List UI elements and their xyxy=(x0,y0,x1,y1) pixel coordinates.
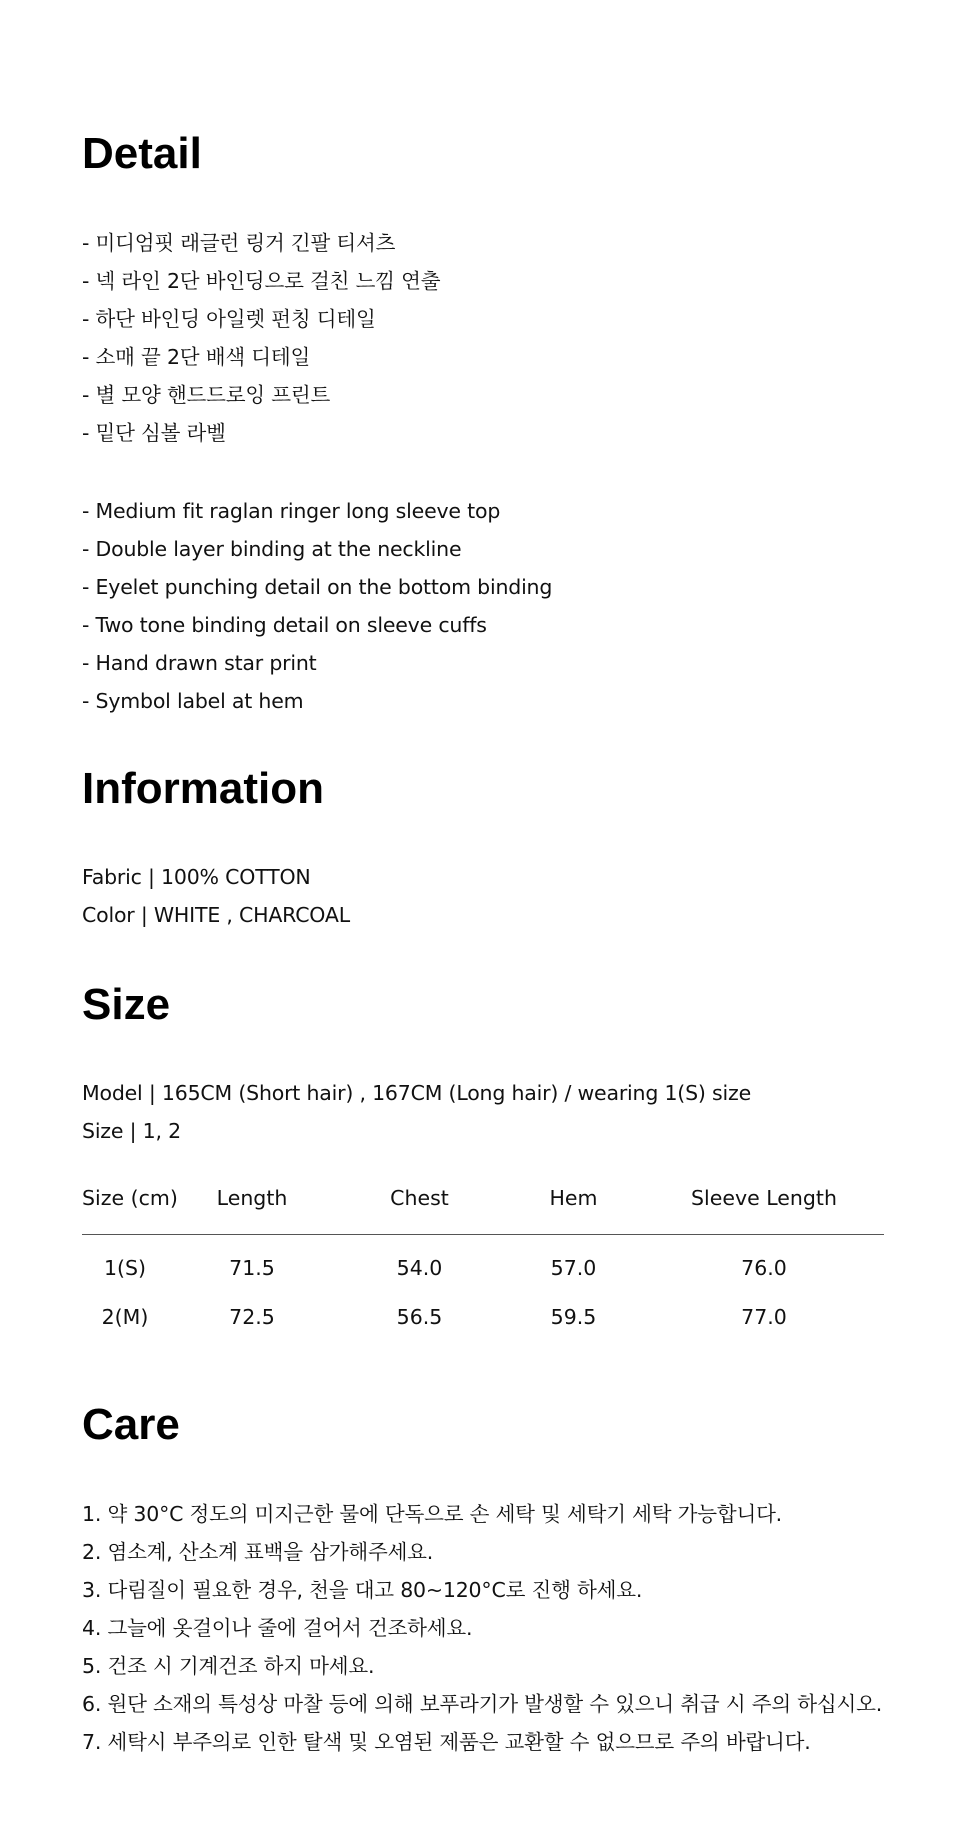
header-hem: Hem xyxy=(503,1172,644,1235)
table-cell: 76.0 xyxy=(741,1255,787,1280)
list-item: - 넥 라인 2단 바인딩으로 걸친 느낌 연출 xyxy=(82,269,441,293)
size-table xyxy=(82,1172,884,1341)
color-line: Color | WHITE , CHARCOAL xyxy=(82,903,350,927)
list-item: 3. 다림질이 필요한 경우, 천을 대고 80~120°C로 진행 하세요. xyxy=(82,1578,643,1602)
table-cell: 56.5 xyxy=(396,1304,443,1329)
list-item: - Double layer binding at the neckline xyxy=(82,537,462,561)
header-length: Length xyxy=(168,1172,336,1235)
care-title: Care xyxy=(82,1400,180,1449)
table-cell: 1(S) xyxy=(103,1255,147,1280)
list-item: 4. 그늘에 옷걸이나 줄에 걸어서 건조하세요. xyxy=(82,1616,473,1640)
information-title: Information xyxy=(82,764,324,813)
list-item: - Two tone binding detail on sleeve cuffs xyxy=(82,613,487,637)
header-sleeve-length: Sleeve Length xyxy=(644,1172,884,1235)
table-cell: 72.5 xyxy=(229,1304,275,1329)
list-item: - 하단 바인딩 아일렛 펀칭 디테일 xyxy=(82,307,376,331)
detail-english-list xyxy=(82,492,552,720)
table-cell: 77.0 xyxy=(741,1304,787,1329)
list-item: - Symbol label at hem xyxy=(82,689,304,713)
model-line: Model | 165CM (Short hair) , 167CM (Long hair) / wearing 1(S) size xyxy=(82,1081,751,1105)
table-cell: 2(M) xyxy=(101,1304,149,1329)
list-item: - Hand drawn star print xyxy=(82,651,317,675)
fabric-line: Fabric | 100% COTTON xyxy=(82,865,311,889)
table-row xyxy=(82,1292,884,1341)
size-line: Size | 1, 2 xyxy=(82,1119,181,1143)
detail-title: Detail xyxy=(82,129,202,178)
information-list xyxy=(82,858,350,934)
table-cell: 71.5 xyxy=(229,1255,275,1280)
size-title: Size xyxy=(82,980,171,1029)
header-size: Size (cm) xyxy=(82,1172,168,1235)
care-list xyxy=(82,1495,882,1761)
table-cell: 54.0 xyxy=(396,1255,443,1280)
table-cell: 59.5 xyxy=(550,1304,597,1329)
table-row xyxy=(82,1235,884,1293)
list-item: - Eyelet punching detail on the bottom binding xyxy=(82,575,553,599)
table-header-row xyxy=(82,1172,884,1235)
list-item: - Medium fit raglan ringer long sleeve top xyxy=(82,499,501,523)
list-item: - 소매 끝 2단 배색 디테일 xyxy=(82,345,311,369)
list-item: - 미디엄핏 래글런 링거 긴팔 티셔츠 xyxy=(82,231,396,255)
header-chest: Chest xyxy=(336,1172,503,1235)
list-item: - 별 모양 핸드드로잉 프린트 xyxy=(82,383,331,407)
list-item: 7. 세탁시 부주의로 인한 탈색 및 오염된 제품은 교환할 수 없으므로 주의 바랍니다. xyxy=(82,1730,811,1754)
list-item: 6. 원단 소재의 특성상 마찰 등에 의해 보푸라기가 발생할 수 있으니 취급 시 주의 하십시오. xyxy=(82,1692,883,1716)
table-cell: 57.0 xyxy=(550,1255,597,1280)
list-item: 1. 약 30°C 정도의 미지근한 물에 단독으로 손 세탁 및 세탁기 세탁 가능합니다. xyxy=(82,1502,783,1526)
list-item: - 밑단 심볼 라벨 xyxy=(82,421,226,445)
list-item: 2. 염소계, 산소계 표백을 삼가해주세요. xyxy=(82,1540,434,1564)
list-item: 5. 건조 시 기계건조 하지 마세요. xyxy=(82,1654,375,1678)
detail-korean-list xyxy=(82,224,440,452)
size-info-list xyxy=(82,1074,751,1150)
